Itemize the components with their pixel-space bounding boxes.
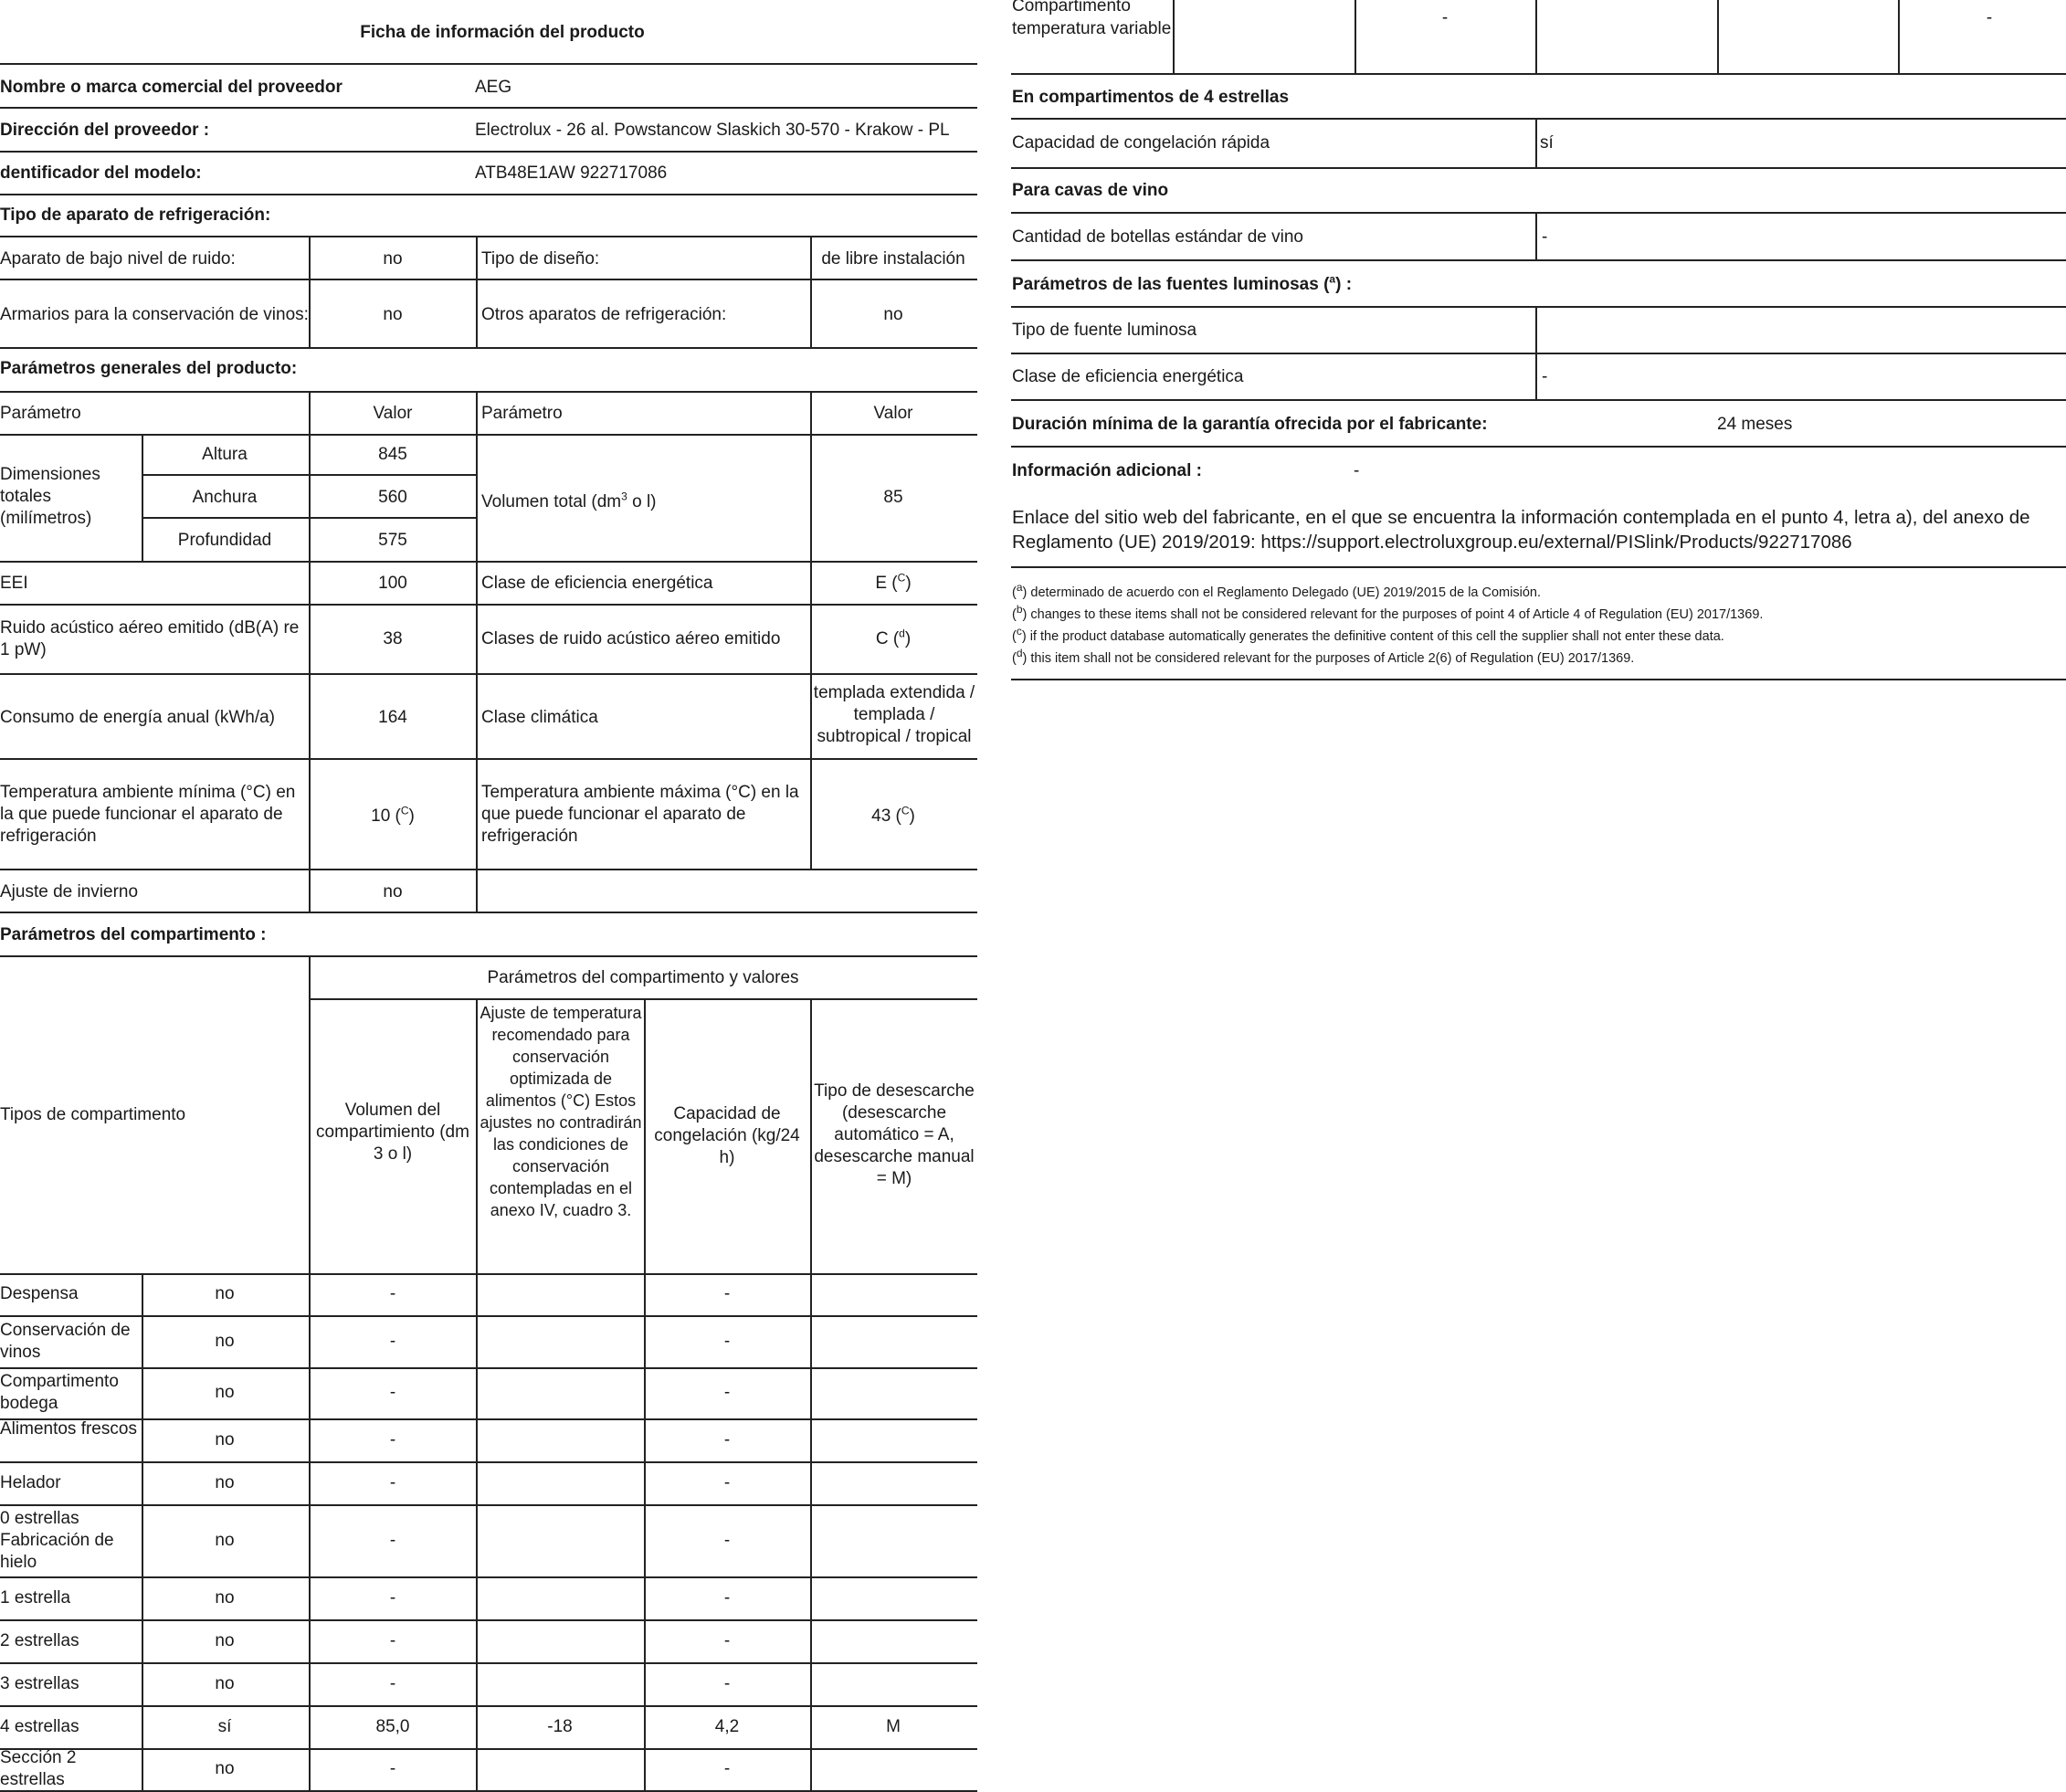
noise-value: 38 [383,629,403,648]
supplier-value: AEG [475,78,512,97]
compartment-group-header: Parámetros del compartimento y valores [487,968,799,987]
compartment-volume: - [389,1759,396,1778]
divider [309,955,311,1790]
divider [1011,73,2066,75]
divider [0,347,977,349]
volume-value: 85 [883,488,903,507]
col-defrost-header: Tipo de desescarche (desescarche automático = A, desescarche manual = M) [814,1081,975,1188]
divider [0,1662,977,1664]
divider [0,391,977,393]
divider [644,998,646,1790]
compartment-freezing: 4,2 [714,1716,740,1736]
compartment-present: no [215,1284,235,1303]
footnote: ($^d$) this item shall not be considered relevant for the purposes of Article 2(6) of Regulation (EU) 2017/1369. [1012,647,1635,666]
additional-info-value: - [1354,461,1360,480]
divider [0,194,977,195]
noise-label: Ruido acústico aéreo emitido (dB(A) re 1 pW) [0,618,300,659]
compartment-name: 1 estrella [0,1587,71,1608]
design-value: de libre instalación [821,249,965,269]
address-label: Dirección del proveedor : [0,121,210,140]
divider [1011,353,2066,354]
compartment-name: Despensa [0,1284,79,1303]
divider [1011,167,2066,169]
climate-value: templada extendida / templada / subtropical / tropical [813,683,975,746]
compartment-present: no [215,1630,235,1650]
divider [1535,212,1537,259]
warranty-value: 24 meses [1717,415,1793,434]
four-star-heading: En compartimentos de 4 estrellas [1012,88,1290,107]
address-value: Electrolux - 26 al. Powstancow Slaskich 30-570 - Krakow - PL [475,121,950,140]
divider [476,391,478,912]
divider [0,1315,977,1317]
col-value-header: Valor [873,404,913,423]
volume-label: Volumen total ($dm^3$ o l) [481,490,657,511]
divider [0,869,977,870]
energy-class-value: E ($^C$) [875,571,912,593]
compartment-volume: - [389,1284,396,1303]
annual-energy-value: 164 [378,708,407,727]
design-label: Tipo de diseño: [481,249,600,269]
winter-value: no [383,882,403,901]
compartment-freezing: - [723,1673,731,1693]
bottles-label: Cantidad de botellas estándar de vino [1012,227,1304,247]
height-value: 845 [378,445,407,464]
divider [1717,0,1719,73]
width-label: Anchura [192,488,258,507]
height-label: Altura [202,445,248,464]
eei-label: EEI [0,574,28,593]
fast-freeze-value: sí [1540,133,1554,153]
variable-value-1: - [1441,8,1449,27]
col-setting-header: Ajuste de temperatura recomendado para conservación optimizada de alimentos (°C) Estos ajustes no contradirán las condiciones de conservación contempladas en el anexo IV, cuadro 3. [480,1004,642,1219]
light-heading: Parámetros de las fuentes luminosas ($^a$) : [1012,272,1353,294]
compartment-present: no [215,1383,235,1402]
compartment-heading: Parámetros del compartimento : [0,925,267,944]
divider [1354,0,1356,73]
compartment-name: Compartimento bodega [0,1372,119,1413]
compartment-defrost: M [886,1716,901,1736]
divider [476,236,478,347]
wine-cabinet-label: Armarios para la conservación de vinos: [0,305,309,324]
divider [0,561,977,563]
divider [142,1273,143,1790]
divider [1535,118,1537,167]
compartment-volume: - [389,1530,396,1550]
warranty-label: Duración mínima de la garantía ofrecida por el fabricante: [1012,415,1488,434]
min-temp-label: Temperatura ambiente mínima (°C) en la que puede funcionar el aparato de refrigeración [0,783,296,846]
winter-label: Ajuste de invierno [0,882,139,901]
divider [0,1619,977,1621]
compartment-freezing: - [723,1284,731,1303]
depth-label: Profundidad [177,531,272,550]
compartment-present: no [215,1530,235,1550]
divider [0,955,977,957]
col-value-header: Valor [373,404,413,423]
compartment-volume: 85,0 [375,1716,410,1736]
compartment-present: no [215,1587,235,1608]
compartment-present: no [215,1429,235,1449]
divider [1011,118,2066,120]
compartment-name: 3 estrellas [0,1673,79,1693]
compartment-name: Helador [0,1472,61,1492]
light-class-label: Clase de eficiencia energética [1012,367,1244,386]
compartment-name: Alimentos frescos [0,1418,137,1439]
climate-label: Clase climática [481,708,598,727]
noise-class-value: C ($^d$) [875,627,912,648]
divider [0,236,977,237]
divider [0,1418,977,1420]
divider [0,63,977,65]
divider [0,1748,977,1750]
compartment-present: no [215,1472,235,1492]
compartment-freezing: - [723,1331,731,1351]
compartment-volume: - [389,1383,396,1402]
footnote: ($^c$) if the product database automatically generates the definitive content of this cell the supplier shall not enter these data. [1012,625,1724,644]
model-value: ATB48E1AW 922717086 [475,163,668,183]
variable-value-2: - [1986,8,1993,27]
footnote: ($^a$) determinado de acuerdo con el Reglamento Delegado (UE) 2019/2015 de la Comisión. [1012,581,1541,600]
annual-energy-label: Consumo de energía anual (kWh/a) [0,708,275,727]
compartment-volume: - [389,1587,396,1608]
divider [1898,0,1900,73]
compartment-setting: -18 [547,1716,573,1736]
compartment-present: no [215,1331,235,1351]
divider [810,391,812,869]
compartment-volume: - [389,1673,396,1693]
additional-info-label: Información adicional : [1012,461,1202,480]
divider [810,998,812,1790]
divider [0,673,977,675]
general-heading: Parámetros generales del producto: [0,359,298,378]
divider [0,1705,977,1707]
appliance-type-heading: Tipo de aparato de refrigeración: [0,206,271,225]
fast-freeze-label: Capacidad de congelación rápida [1012,133,1270,153]
compartment-name: 2 estrellas [0,1630,79,1650]
supplier-label: Nombre o marca comercial del proveedor [0,78,343,97]
divider [0,1576,977,1578]
divider [0,107,977,109]
width-value: 560 [378,488,407,507]
compartment-volume: - [389,1331,396,1351]
manufacturer-link-text: Reglamento (UE) 2019/2019: https://support.electroluxgroup.eu/external/PISlink/Products/922717086 [1012,532,1852,553]
divider [1011,679,2066,680]
divider [0,1367,977,1369]
divider [309,998,977,1000]
wine-cabinet-value: no [383,305,403,324]
divider [1535,306,1537,399]
divider [0,279,977,280]
compartment-name: 4 estrellas [0,1716,79,1736]
low-noise-label: Aparato de bajo nivel de ruido: [0,249,236,269]
types-header: Tipos de compartimento [0,1105,186,1124]
other-appliance-label: Otros aparatos de refrigeración: [481,305,727,324]
compartment-freezing: - [723,1530,731,1550]
max-temp-label: Temperatura ambiente máxima (°C) en la que puede funcionar el aparato de refrigeración [481,783,799,846]
compartment-present: sí [217,1716,232,1736]
page-title: Ficha de información del producto [360,23,645,42]
divider [1011,212,2066,214]
divider [0,1273,977,1275]
divider [0,151,977,153]
max-temp-value: 43 ($^C$) [871,804,915,826]
bottles-value: - [1542,227,1548,247]
compartment-volume: - [389,1630,396,1650]
col-param-header: Parámetro [481,404,563,423]
compartment-freezing: - [723,1630,731,1650]
compartment-volume: - [389,1429,396,1449]
depth-value: 575 [378,531,407,550]
divider [0,604,977,606]
low-noise-value: no [383,249,403,269]
divider [1011,566,2066,568]
compartment-freezing: - [723,1587,731,1608]
min-temp-value: 10 ($^C$) [371,804,415,826]
compartment-volume: - [389,1472,396,1492]
other-appliance-value: no [883,305,903,324]
col-volume-header: Volumen del compartimiento (dm 3 o l) [316,1101,469,1164]
divider [1535,0,1537,73]
compartment-name: 0 estrellas Fabricación de hielo [0,1508,114,1572]
divider [309,236,311,347]
divider [1011,259,2066,261]
energy-class-label: Clase de eficiencia energética [481,574,713,593]
footnote: ($^b$) changes to these items shall not be considered relevant for the purposes of point 4 of Article 4 of Regulation (EU) 2017/1369. [1012,603,1764,622]
dimensions-label: Dimensiones totales (milímetros) [0,465,100,528]
divider [0,912,977,913]
divider [0,758,977,760]
divider [1011,446,2066,448]
wine-heading: Para cavas de vino [1012,181,1169,200]
col-param-header: Parámetro [0,404,81,423]
compartment-name: Conservación de vinos [0,1320,131,1362]
divider [1011,306,2066,308]
divider [476,998,478,1790]
divider [0,434,977,436]
compartment-freezing: - [723,1383,731,1402]
light-class-value: - [1542,367,1548,386]
compartment-freezing: - [723,1472,731,1492]
divider [1173,0,1175,73]
manufacturer-link-text: Enlace del sitio web del fabricante, en el que se encuentra la información contemplada en el punto 4, letra a), del anexo de [1012,507,2030,528]
compartment-freezing: - [723,1759,731,1778]
divider [309,391,311,912]
divider [142,434,143,561]
compartment-freezing: - [723,1429,731,1449]
divider [0,1461,977,1463]
divider [1011,399,2066,401]
model-label: dentificador del modelo: [0,163,202,183]
divider [810,236,812,347]
compartment-present: no [215,1759,235,1778]
col-freezing-header: Capacidad de congelación (kg/24 h) [654,1104,800,1167]
divider [0,1504,977,1506]
noise-class-label: Clases de ruido acústico aéreo emitido [481,629,781,648]
light-type-label: Tipo de fuente luminosa [1012,321,1197,340]
variable-compartment-label: Compartimento temperatura variable [1012,0,1172,38]
compartment-name: Sección 2 estrellas [0,1748,77,1789]
eei-value: 100 [378,574,407,593]
compartment-present: no [215,1673,235,1693]
